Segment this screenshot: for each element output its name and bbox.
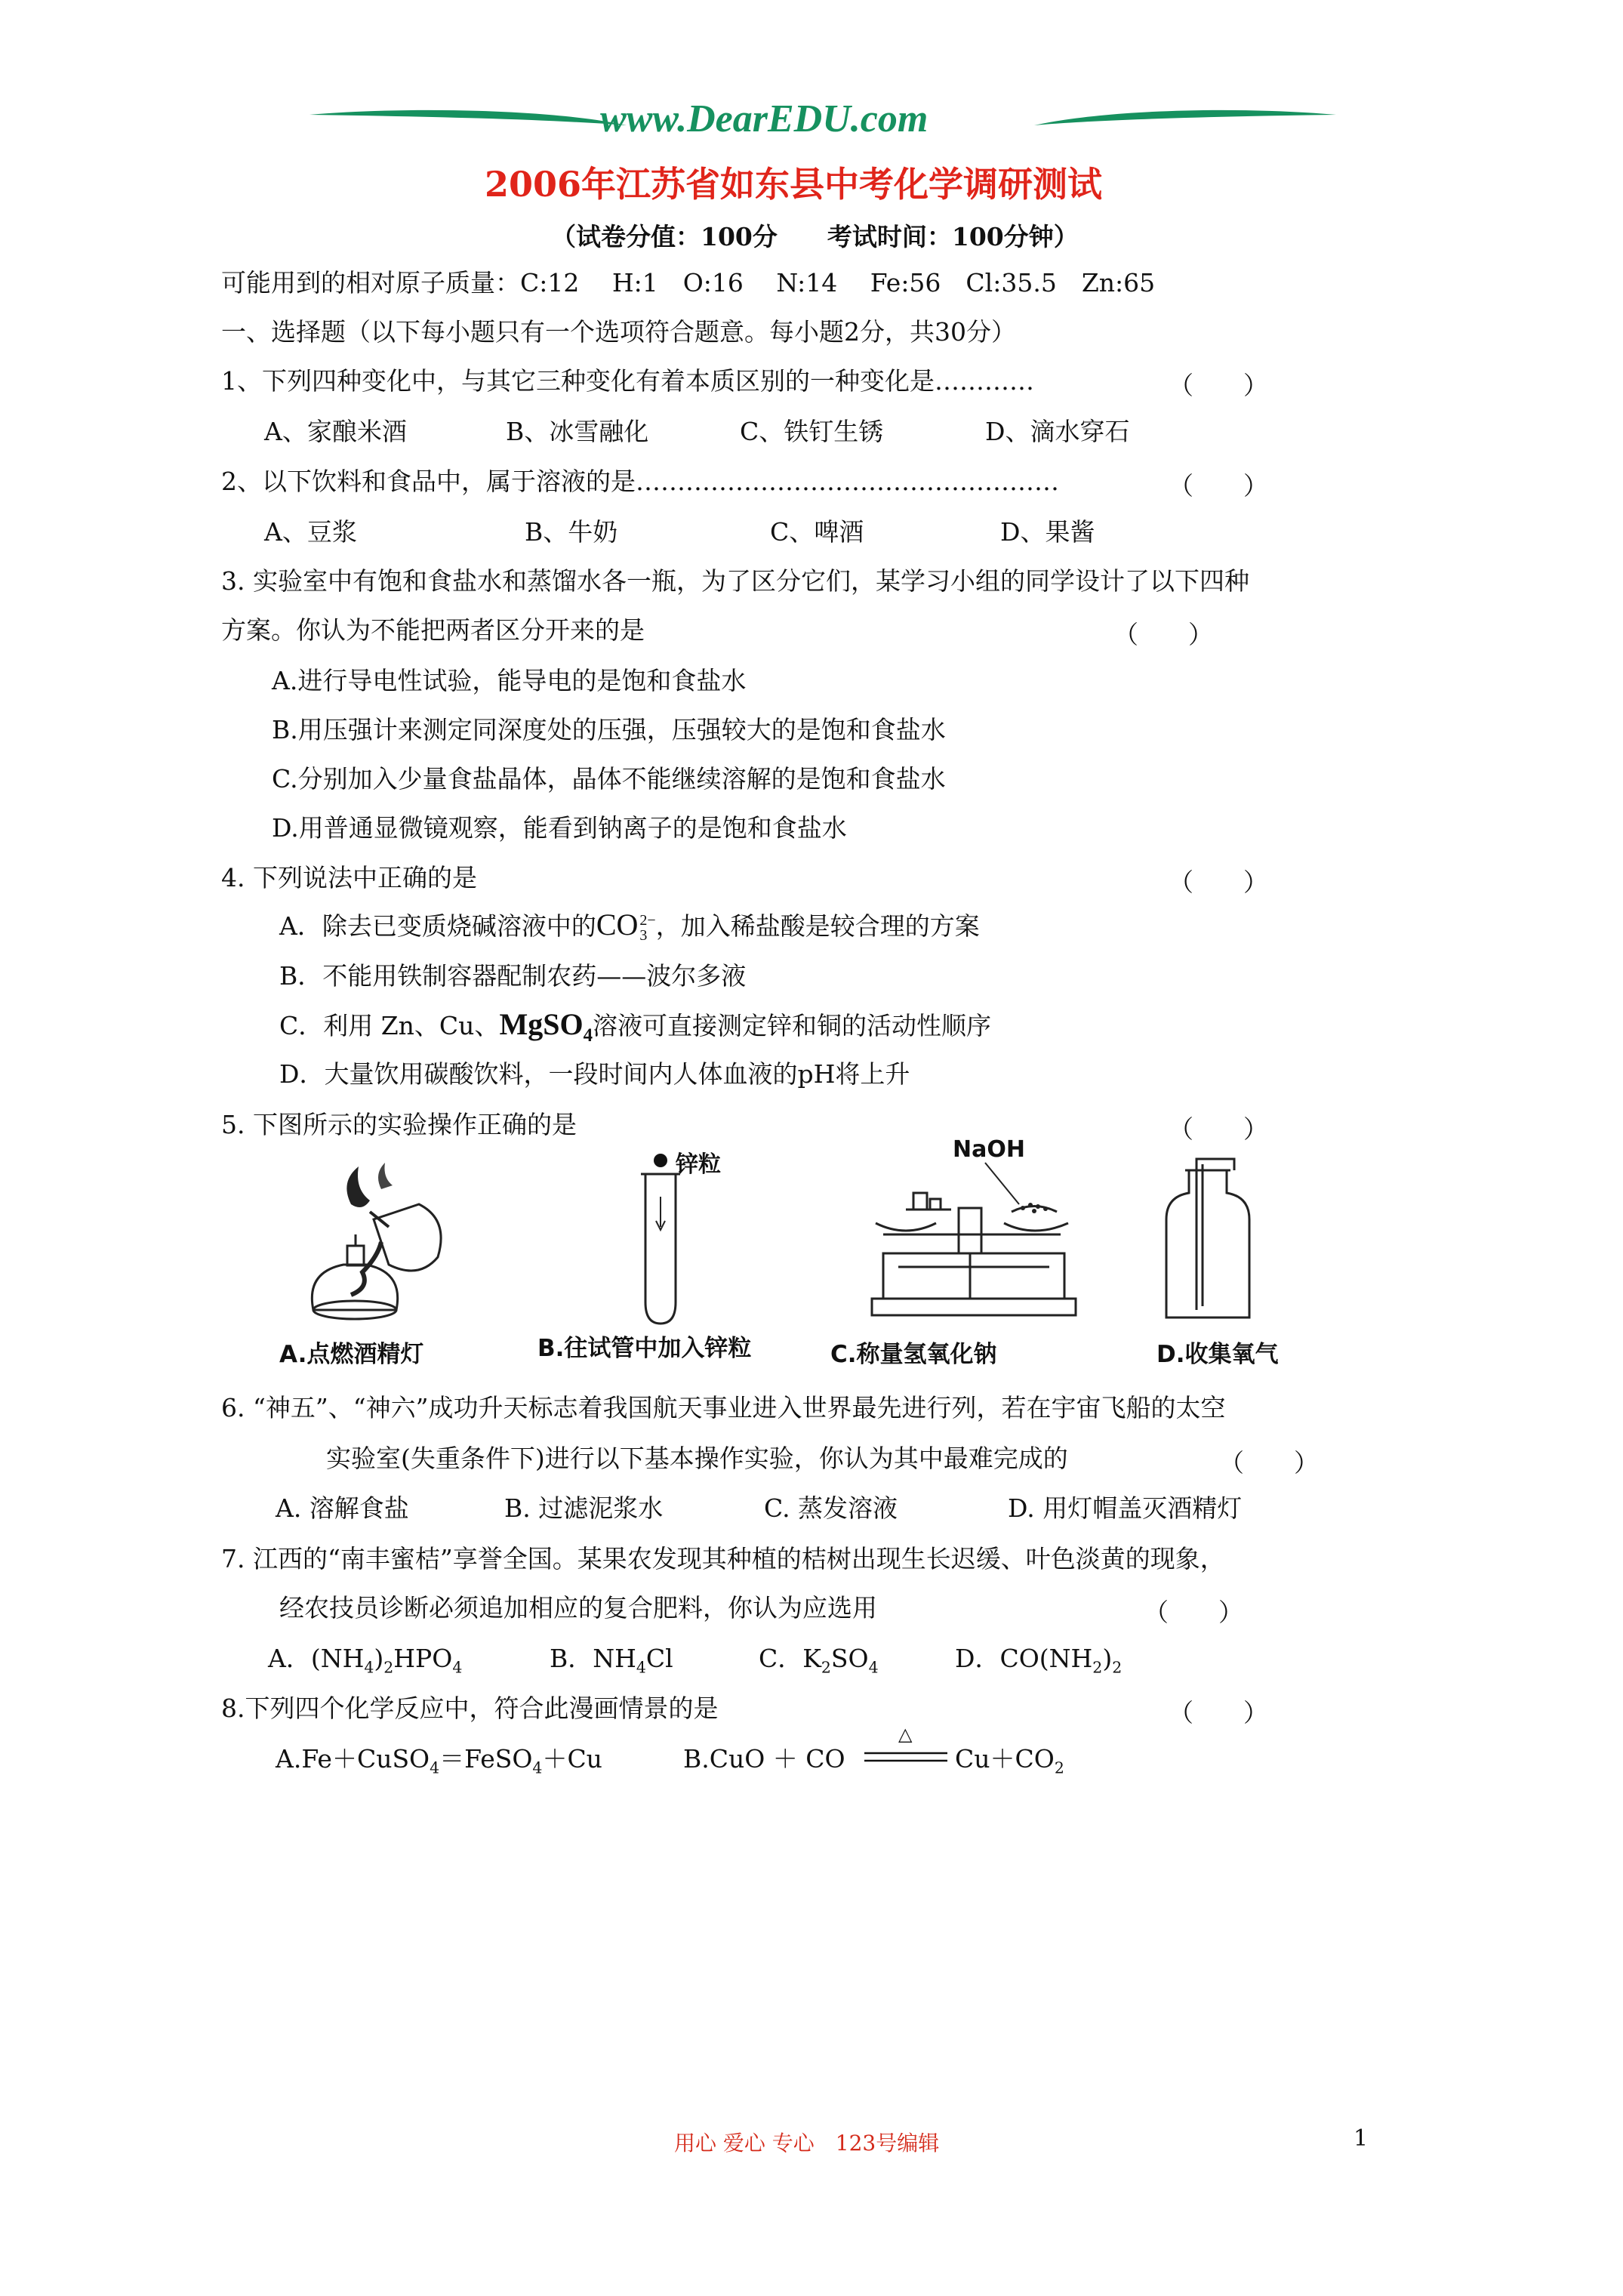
question-3-stem-line2: 方案。你认为不能把两者区分开来的是 (221, 615, 645, 645)
question-6-answer-blank[interactable]: （ ） (1219, 1448, 1319, 1478)
exam-subtitle: （试卷分值：100分 考试时间：100分钟） (551, 222, 1079, 251)
question-5-stem: 5. 下图所示的实验操作正确的是 (221, 1110, 577, 1139)
q1-option-c: C、铁钉生锈 (740, 417, 884, 446)
q7c-part2: SO (830, 1644, 869, 1673)
q6-option-c: C. 蒸发溶液 (764, 1493, 898, 1523)
q3-option-c: C.分别加入少量食盐晶体，晶体不能继续溶解的是饱和食盐水 (272, 764, 946, 794)
figure-d-gas-bottle (1159, 1155, 1264, 1329)
q7-option-b (550, 1644, 673, 1677)
question-3-answer-blank[interactable]: （ ） (1113, 620, 1213, 649)
question-2-stem: 2、以下饮料和食品中，属于溶液的是…………………………………………… (221, 467, 1059, 496)
mgso4-formula (499, 1007, 593, 1046)
q8a-part2: ＝FeSO (439, 1744, 533, 1774)
question-8-answer-blank[interactable]: （ ） (1169, 1698, 1268, 1727)
q4-option-c (279, 1007, 991, 1046)
q7d-sub2: 2 (1112, 1658, 1123, 1677)
q1-option-b: B、冰雪融化 (506, 417, 649, 446)
q6-option-a: A. 溶解食盐 (276, 1493, 409, 1523)
question-3-stem-line1: 3. 实验室中有饱和食盐水和蒸馏水各一瓶，为了区分它们，某学习小组的同学设计了以下四种 (221, 566, 1249, 596)
question-7-stem-line2: 经农技员诊断必须追加相应的复合肥料，你认为应选用 (279, 1593, 877, 1623)
figure-c-label: C.称量氢氧化钠 (830, 1341, 997, 1368)
exam-title: 2006年江苏省如东县中考化学调研测试 (485, 164, 1103, 205)
question-5-answer-blank[interactable]: （ ） (1169, 1114, 1268, 1144)
q7c-part1: C．K (759, 1644, 821, 1673)
q8a-part1: A.Fe＋CuSO (276, 1744, 430, 1774)
q6-option-b: B. 过滤泥浆水 (504, 1493, 664, 1523)
naoh-pointer-line (981, 1163, 1027, 1208)
banner-swoosh-right (1034, 106, 1336, 136)
q7a-sub1: 4 (364, 1658, 374, 1677)
question-7-answer-blank[interactable]: （ ） (1144, 1598, 1243, 1627)
q8-option-a (276, 1744, 602, 1777)
q8a-sub2: 4 (532, 1758, 543, 1777)
q7-option-a (268, 1644, 463, 1677)
question-6-stem-line1: 6. “神五”、“神六”成功升天标志着我国航天事业进入世界最先进行列，若在宇宙飞船的太空 (221, 1393, 1226, 1422)
q4-option-c-post: 溶液可直接测定锌和铜的活动性顺序 (592, 1011, 991, 1040)
question-2-answer-blank[interactable]: （ ） (1169, 471, 1268, 501)
figure-a-label: A.点燃酒精灯 (279, 1341, 424, 1368)
q8a-part3: ＋Cu (542, 1744, 602, 1774)
q2-option-b: B、牛奶 (525, 517, 618, 547)
figure-a-lighting-lamp (298, 1159, 449, 1333)
site-banner[interactable]: www.DearEDU.com (600, 97, 929, 140)
q7c-sub2: 4 (868, 1658, 879, 1677)
question-1-answer-blank[interactable]: （ ） (1169, 371, 1268, 400)
naoh-tag: NaOH (953, 1136, 1025, 1163)
figure-b-label: B.往试管中加入锌粒 (537, 1335, 752, 1362)
section-heading: 一、选择题（以下每小题只有一个选项符合题意。每小题2分，共30分） (221, 317, 1016, 347)
q3-option-d: D.用普通显微镜观察，能看到钠离子的是饱和食盐水 (272, 813, 847, 843)
q6-option-d: D. 用灯帽盖灭酒精灯 (1008, 1493, 1243, 1523)
question-4-stem: 4. 下列说法中正确的是 (221, 863, 477, 892)
q7a-part2: ) (374, 1644, 384, 1673)
carbonate-symbol: CO (596, 908, 639, 942)
q7d-part1: D．CO(NH (955, 1644, 1093, 1673)
q7b-sub1: 4 (636, 1658, 646, 1677)
question-4-answer-blank[interactable]: （ ） (1169, 868, 1268, 897)
q7a-sub2: 2 (383, 1658, 394, 1677)
q7c-sub1: 2 (821, 1658, 831, 1677)
footer-credit: 用心 爱心 专心 123号编辑 (674, 2131, 940, 2156)
question-6-stem-line2: 实验室(失重条件下)进行以下基本操作实验，你认为其中最难完成的 (326, 1444, 1068, 1473)
q2-option-a: A、豆浆 (264, 517, 357, 547)
figure-d-label: D.收集氧气 (1156, 1341, 1279, 1368)
q7a-sub3: 4 (452, 1658, 463, 1677)
q7b-part1: B．NH (550, 1644, 636, 1673)
q8-option-b-right (955, 1744, 1064, 1777)
q7a-part1: A．(NH (268, 1644, 365, 1673)
q1-option-d: D、滴水穿石 (985, 417, 1130, 446)
q4-option-c-pre: C．利用 Zn、Cu、 (279, 1011, 500, 1040)
q4-option-a-pre: A．除去已变质烧碱溶液中的 (279, 911, 596, 941)
question-7-stem-line1: 7. 江西的“南丰蜜桔”享誉全国。某果农发现其种植的桔树出现生长迟缓、叶色淡黄的现象， (221, 1544, 1225, 1573)
carbonate-charge: 2− (639, 911, 656, 929)
q8-option-b-left: B.CuO ＋ CO (683, 1744, 845, 1774)
zinc-granule-tag: 锌粒 (676, 1151, 721, 1178)
atomic-masses: 可能用到的相对原子质量：C:12 H:1 O:16 N:14 Fe:56 Cl:35.5 Zn:65 (221, 268, 1156, 297)
q7-option-c (759, 1644, 879, 1677)
carbonate-subscript: 3 (639, 926, 648, 944)
question-8-stem: 8.下列四个化学反应中，符合此漫画情景的是 (221, 1693, 719, 1723)
q8a-sub1: 4 (430, 1758, 440, 1777)
q4-option-b: B．不能用铁制容器配制农药——波尔多液 (279, 961, 747, 991)
q4-option-a (279, 910, 980, 943)
q7d-sub1: 2 (1092, 1658, 1103, 1677)
q2-option-d: D、果酱 (1000, 517, 1095, 547)
reaction-equals-sign (864, 1750, 947, 1765)
banner-swoosh-left (310, 106, 627, 136)
q3-option-b: B.用压强计来测定同深度处的压强，压强较大的是饱和食盐水 (272, 715, 946, 744)
page-number: 1 (1354, 2125, 1369, 2152)
q4-option-d: D．大量饮用碳酸饮料，一段时间内人体血液的pH将上升 (279, 1059, 910, 1089)
q7d-part2: ) (1102, 1644, 1113, 1673)
question-1-stem: 1、下列四种变化中，与其它三种变化有着本质区别的一种变化是………… (221, 366, 1034, 396)
q2-option-c: C、啤酒 (770, 517, 864, 547)
q7-option-d (955, 1644, 1123, 1677)
q8b-part1: Cu＋CO (955, 1744, 1055, 1774)
q7a-part3: HPO (393, 1644, 453, 1673)
mgso4-symbol: MgSO (499, 1007, 584, 1041)
heating-condition: △ (898, 1724, 913, 1745)
q7b-part2: Cl (645, 1644, 673, 1673)
q8b-sub1: 2 (1054, 1758, 1064, 1777)
q1-option-a: A、家酿米酒 (264, 417, 407, 446)
q3-option-a: A.进行导电性试验，能导电的是饱和食盐水 (272, 666, 747, 695)
figure-c-balance (868, 1178, 1079, 1321)
mgso4-subscript: 4 (583, 1025, 593, 1046)
carbonate-formula (596, 908, 656, 942)
q4-option-a-post: ，加入稀盐酸是较合理的方案 (655, 911, 980, 941)
